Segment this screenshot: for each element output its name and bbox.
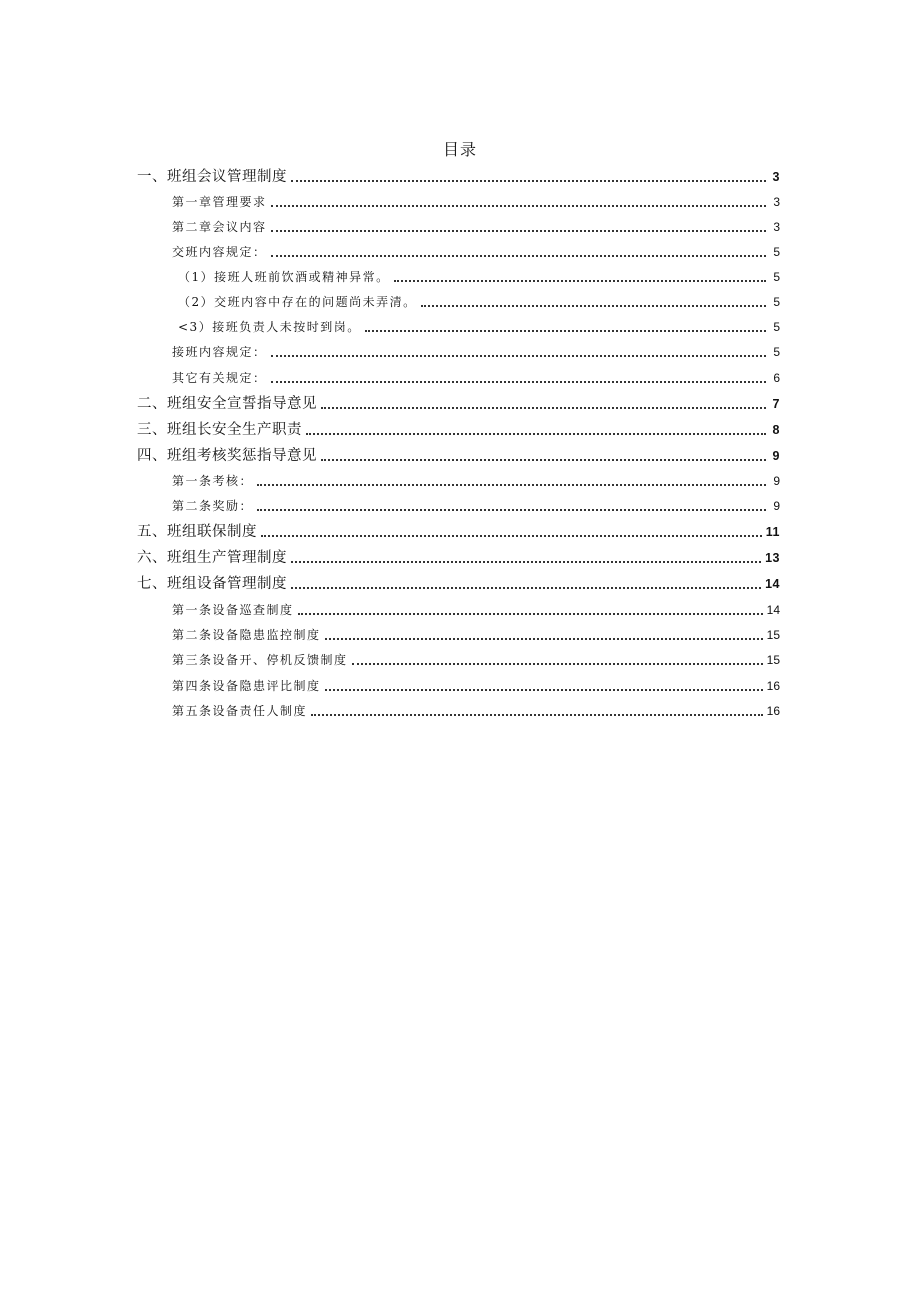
toc-dot-leader [306, 433, 766, 435]
toc-title: 目录 [442, 140, 477, 159]
toc-entry[interactable] [178, 267, 780, 287]
toc-entry-label: 第一条设备巡查制度 [172, 603, 294, 617]
toc-entry-page-number: 9 [773, 474, 780, 488]
toc-entry[interactable] [172, 676, 780, 696]
toc-entry-label: 六、班组生产管理制度 [137, 550, 287, 566]
toc-dot-leader [325, 638, 763, 640]
toc-dot-leader [311, 714, 763, 716]
toc-entry-label: 第二条设备隐患监控制度 [172, 628, 321, 642]
toc-entry-label: 第五条设备责任人制度 [172, 704, 308, 718]
toc-entry-page-number: 5 [773, 320, 780, 334]
toc-entry[interactable] [172, 701, 780, 721]
toc-entry-label: 七、班组设备管理制度 [137, 576, 287, 592]
toc-entry-page-number: 9 [772, 449, 780, 463]
toc-dot-leader [325, 689, 763, 691]
toc-entry-page-number: 13 [765, 551, 780, 565]
toc-dot-leader [291, 587, 761, 589]
toc-entry-label: （1）接班人班前饮酒或精神异常。 [178, 270, 390, 284]
toc-entry-page-number: 14 [766, 603, 780, 617]
toc-dot-leader [257, 484, 766, 486]
toc-entry[interactable] [172, 217, 780, 237]
toc-entry[interactable] [172, 342, 780, 362]
toc-entry[interactable] [172, 600, 780, 620]
toc-entry-label: 一、班组会议管理制度 [137, 169, 287, 185]
toc-entry[interactable] [137, 548, 780, 568]
toc-dot-leader [257, 509, 766, 511]
toc-dot-leader [421, 305, 766, 307]
toc-entry-page-number: 6 [773, 371, 780, 385]
toc-dot-leader [271, 355, 766, 357]
toc-entry[interactable] [172, 471, 780, 491]
toc-entry-page-number: 14 [765, 577, 780, 591]
toc-dot-leader [394, 280, 766, 282]
toc-dot-leader [261, 535, 762, 537]
toc-entry-label: <3）接班负责人未按时到岗。 [178, 320, 361, 334]
toc-dot-leader [271, 381, 766, 383]
toc-entry[interactable] [137, 446, 780, 466]
toc-entry-page-number: 3 [773, 195, 780, 209]
toc-entry-label: 五、班组联保制度 [137, 524, 257, 540]
toc-entry[interactable] [172, 242, 780, 262]
toc-entry[interactable] [137, 420, 780, 440]
toc-entry-label: 第二章会议内容 [172, 220, 267, 234]
toc-dot-leader [291, 180, 766, 182]
toc-entry-page-number: 5 [773, 245, 780, 259]
toc-dot-leader [291, 561, 761, 563]
toc-entry[interactable] [172, 496, 780, 516]
toc-dot-leader [271, 255, 766, 257]
toc-entry[interactable] [137, 522, 780, 542]
toc-entry[interactable] [172, 192, 780, 212]
toc-dot-leader [365, 330, 766, 332]
toc-entry-page-number: 3 [773, 220, 780, 234]
toc-dot-leader [271, 230, 766, 232]
toc-entry-label: 交班内容规定： [172, 245, 267, 259]
toc-entry-label: 其它有关规定： [172, 371, 267, 385]
toc-entry[interactable] [172, 368, 780, 388]
toc-entry[interactable] [137, 394, 780, 414]
toc-entry[interactable] [137, 574, 780, 594]
toc-entry-label: 四、班组考核奖惩指导意见 [137, 448, 317, 464]
toc-entry-label: 第一章管理要求 [172, 195, 267, 209]
toc-entry-page-number: 11 [765, 525, 780, 539]
toc-entry-page-number: 15 [766, 628, 780, 642]
toc-entry-page-number: 16 [766, 704, 780, 718]
toc-entry-page-number: 8 [772, 423, 780, 437]
toc-dot-leader [298, 613, 763, 615]
toc-entry[interactable] [137, 167, 780, 187]
toc-dot-leader [321, 459, 766, 461]
toc-entry-label: 第三条设备开、停机反馈制度 [172, 653, 348, 667]
toc-entry-page-number: 5 [773, 345, 780, 359]
toc-entry-label: 接班内容规定： [172, 345, 267, 359]
toc-entry-page-number: 9 [773, 499, 780, 513]
toc-entry-label: 第二条奖励： [172, 499, 254, 513]
toc-entry-page-number: 16 [766, 679, 780, 693]
toc-entry-label: （2）交班内容中存在的问题尚未弄清。 [178, 295, 417, 309]
toc-entry[interactable] [178, 317, 780, 337]
toc-entry-label: 第四条设备隐患评比制度 [172, 679, 321, 693]
toc-entry[interactable] [172, 625, 780, 645]
toc-entry-page-number: 5 [773, 295, 780, 309]
toc-entry-label: 三、班组长安全生产职责 [137, 422, 302, 438]
toc-dot-leader [352, 663, 763, 665]
toc-entry[interactable] [178, 292, 780, 312]
toc-entry-page-number: 7 [772, 397, 780, 411]
toc-entry-label: 二、班组安全宣誓指导意见 [137, 396, 317, 412]
toc-entry[interactable] [172, 650, 780, 670]
toc-entry-page-number: 15 [766, 653, 780, 667]
toc-entry-page-number: 3 [772, 170, 780, 184]
toc-dot-leader [271, 205, 766, 207]
toc-dot-leader [321, 407, 766, 409]
toc-entry-label: 第一条考核： [172, 474, 254, 488]
toc-entry-page-number: 5 [773, 270, 780, 284]
